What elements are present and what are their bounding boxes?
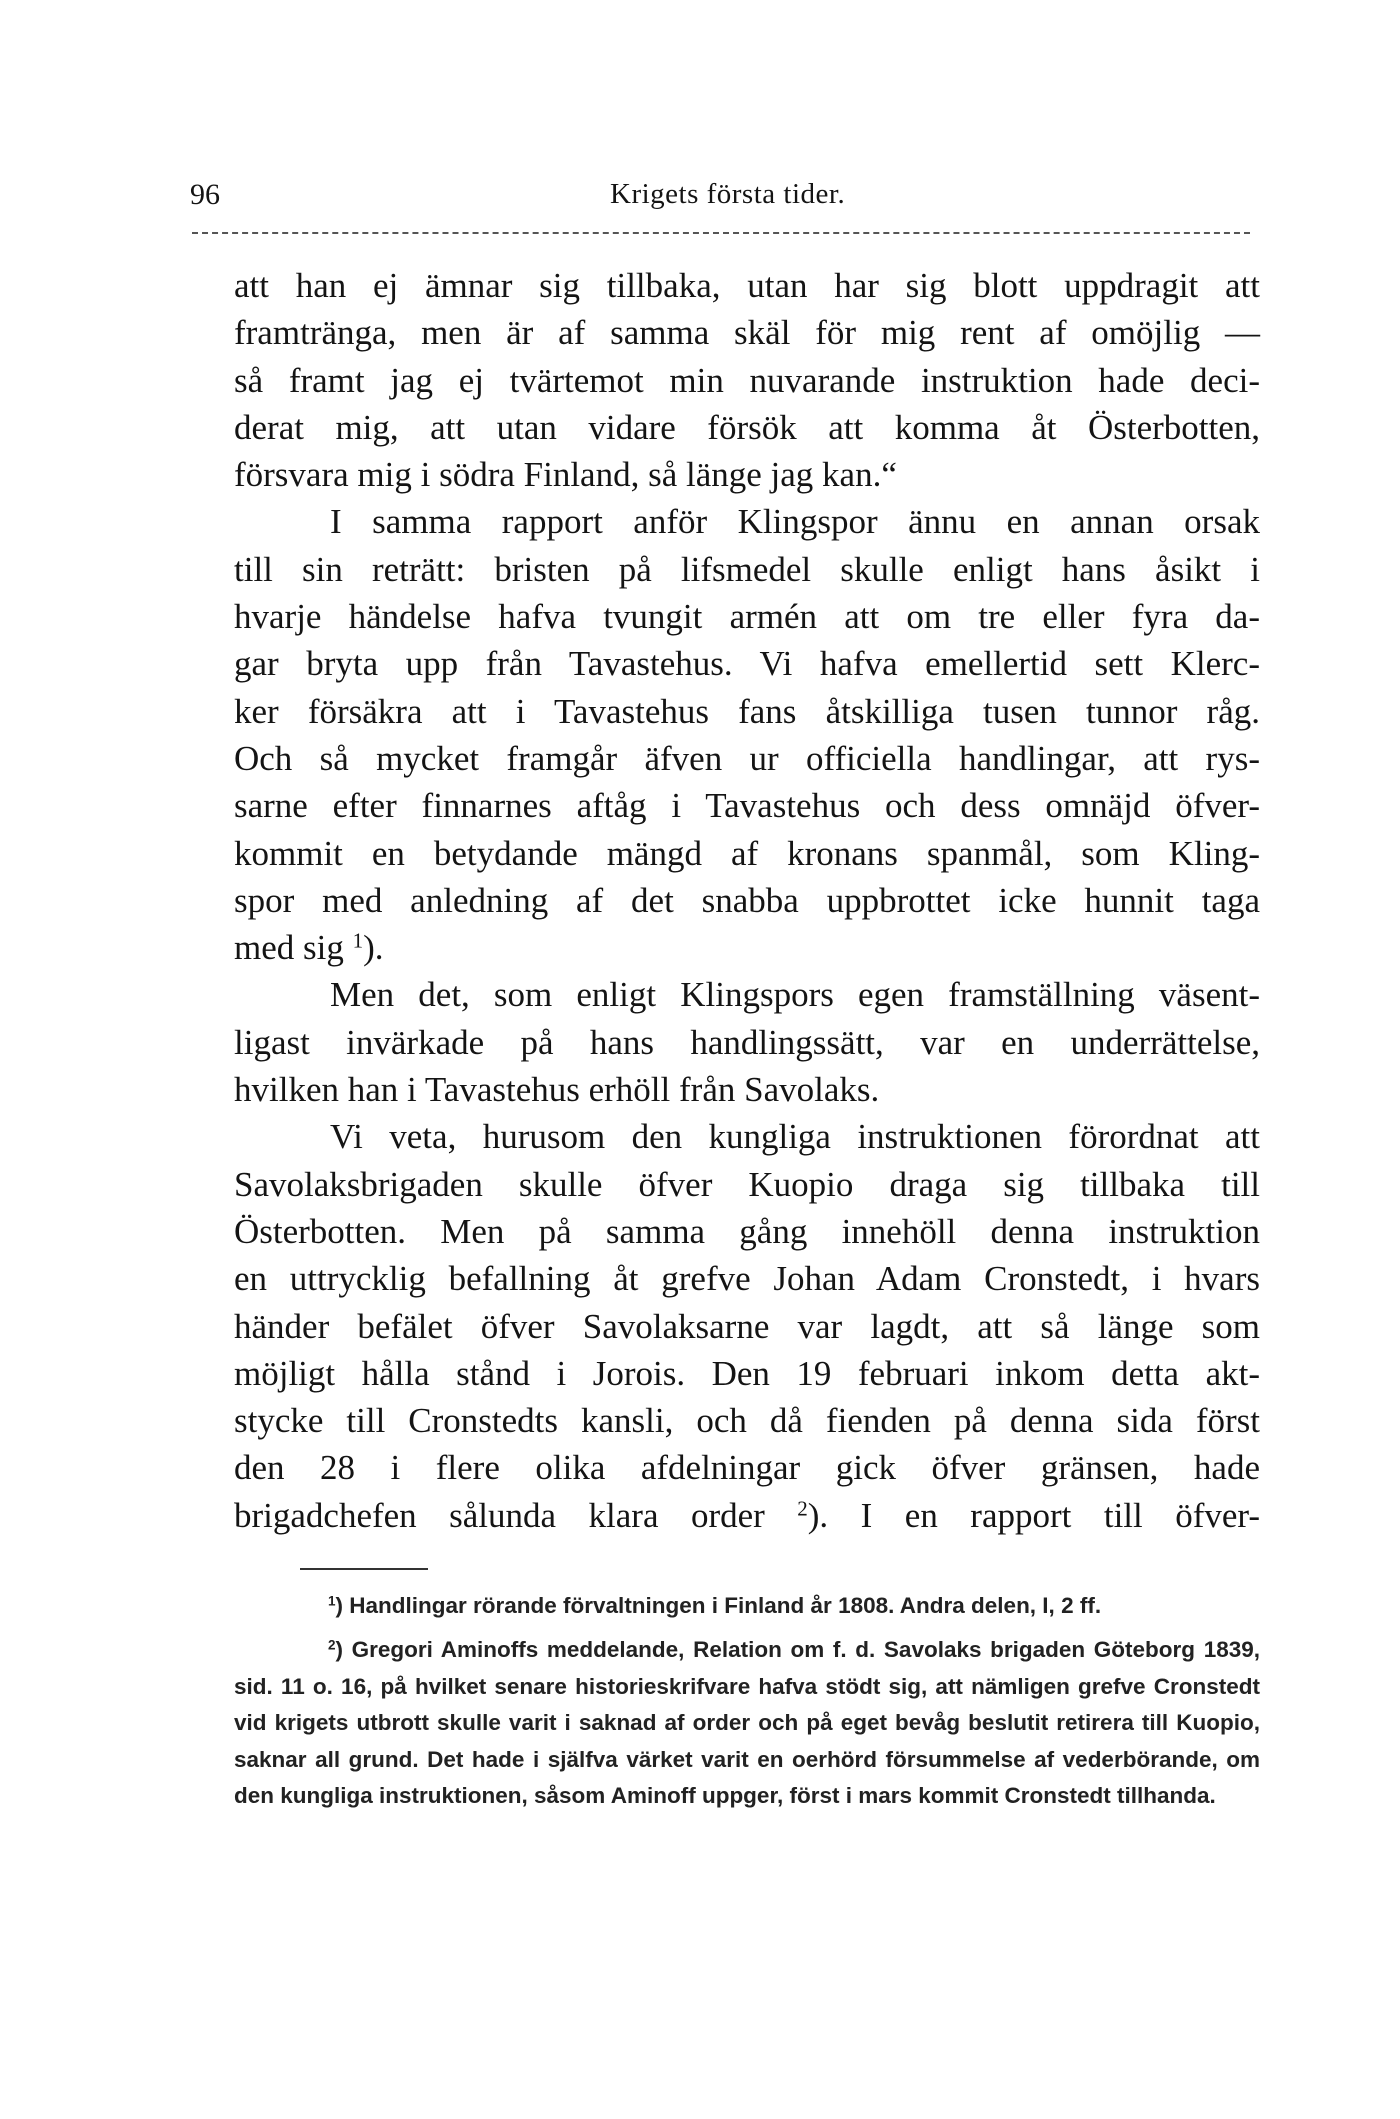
- text-fragment: med sig: [234, 928, 344, 968]
- text-line: Och så mycket framgår äfven ur officiella handlingar, att rys-: [234, 738, 1260, 778]
- text-line: till sin reträtt: bristen på lifsmedel skulle enligt hans åsikt i: [234, 549, 1260, 589]
- text-line: spor med anledning af det snabba uppbrottet icke hunnit taga: [234, 880, 1260, 920]
- text-line: I samma rapport anför Klingspor ännu en annan orsak: [330, 502, 1260, 542]
- text-line: sarne efter finnarnes aftåg i Tavastehus och dess omnäjd öfver-: [234, 786, 1260, 826]
- text-line: den 28 i flere olika afdelningar gick öfver gränsen, hade: [234, 1448, 1260, 1488]
- text-line: hvilken han i Tavastehus erhöll från Savolaks.: [234, 1070, 880, 1110]
- text-line: händer befälet öfver Savolaksarne var lagdt, att så länge som: [234, 1306, 1260, 1346]
- text-line: så framt jag ej tvärtemot min nuvarande instruktion hade deci-: [234, 360, 1260, 400]
- text-fragment: I en rapport till öfver-: [860, 1495, 1261, 1535]
- page-number: 96: [190, 178, 220, 211]
- text-line: ligast invärkade på hans handlingssätt, var en underrättelse,: [234, 1022, 1260, 1062]
- text-line: hvarje händelse hafva tvungit armén att om tre eller fyra da-: [234, 597, 1260, 637]
- text-fragment: brigadchefen sålunda klara order: [234, 1495, 765, 1535]
- text-line: stycke till Cronstedts kansli, och då fienden på denna sida först: [234, 1401, 1260, 1441]
- text-line: Vi veta, hurusom den kungliga instruktionen förordnat att: [330, 1117, 1260, 1157]
- footnote-ref-tail: ).: [363, 928, 384, 968]
- footnote-ref: 2: [797, 1496, 808, 1521]
- text-line: Österbotten. Men på samma gång innehöll denna instruktion: [234, 1211, 1260, 1251]
- footnote-2: [234, 1632, 1260, 1814]
- text-line: försvara mig i södra Finland, så länge jag kan.“: [234, 455, 897, 495]
- running-title: Krigets första tider.: [610, 178, 846, 210]
- text-line: [234, 924, 1260, 971]
- text-line: möjligt hålla stånd i Jorois. Den 19 februari inkom detta akt-: [234, 1353, 1260, 1393]
- footnote-mark: 2: [328, 1637, 336, 1653]
- footnotes: [234, 1588, 1260, 1822]
- text-line: en uttrycklig befallning åt grefve Johan Adam Cronstedt, i hvars: [234, 1259, 1260, 1299]
- footnote-text: ) Handlingar rörande förvaltningen i Finland år 1808. Andra delen, I, 2 ff.: [335, 1593, 1102, 1618]
- text-line: gar bryta upp från Tavastehus. Vi hafva emellertid sett Klerc-: [234, 644, 1260, 684]
- footnote-text: ) Gregori Aminoffs meddelande, Relation om f. d. Savolaks brigaden Göteborg 1839, sid. 11 o. 16, på hvilket senare historieskrifvare hafva stödt sig, att nämligen grefve Cronstedt vid krigets utbrott skulle varit i saknad af order och på eget bevåg beslutit retirera till Kuopio, saknar all grund. Det hade i själfva värket varit en oerhörd försummelse af vederbörande, om den kungliga instruktionen, såsom Aminoff uppger, först i mars kommit Cronstedt tillhanda.: [234, 1637, 1260, 1809]
- footnote-ref: 1: [352, 928, 364, 953]
- footnote-ref-tail: ).: [807, 1495, 829, 1535]
- footnote-1: [234, 1588, 1260, 1624]
- footnote-rule: [300, 1568, 428, 1570]
- text-line: att han ej ämnar sig tillbaka, utan har sig blott uppdragit att: [234, 266, 1260, 305]
- text-line: framtränga, men är af samma skäl för mig rent af omöjlig —: [234, 313, 1260, 353]
- text-line: [234, 1492, 1260, 1539]
- body-text: [234, 262, 1260, 1539]
- text-line: Men det, som enligt Klingspors egen framställning väsent-: [330, 975, 1260, 1015]
- footnote-mark: 1: [328, 1593, 336, 1609]
- text-line: kommit en betydande mängd af kronans spanmål, som Kling-: [234, 833, 1260, 873]
- text-line: Savolaksbrigaden skulle öfver Kuopio draga sig tillbaka till: [234, 1164, 1260, 1204]
- text-line: derat mig, att utan vidare försök att komma åt Österbotten,: [234, 407, 1260, 447]
- text-line: ker försäkra att i Tavastehus fans åtskilliga tusen tunnor råg.: [234, 691, 1260, 731]
- page-header: [190, 178, 1250, 218]
- header-rule: [192, 232, 1250, 234]
